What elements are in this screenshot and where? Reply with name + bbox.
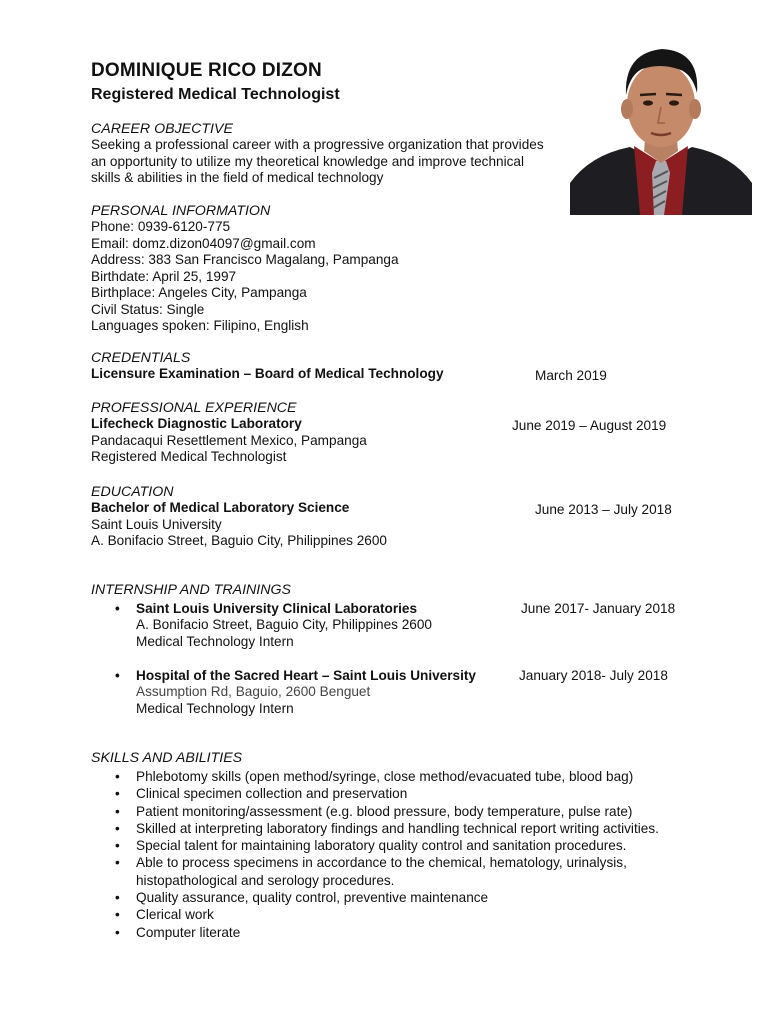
experience-position: Registered Medical Technologist [91, 449, 287, 464]
civil-status: Civil Status: Single [91, 301, 205, 317]
skill-item-continuation: histopathological and serology procedures. [136, 872, 395, 888]
career-objective-line: an opportunity to utilize my theoretical knowledge and improve technical [91, 153, 524, 169]
skill-item [91, 854, 731, 889]
experience-heading: PROFESSIONAL EXPERIENCE [91, 400, 297, 416]
internship-address: Assumption Rd, Baguio, 2600 Benguet [136, 684, 371, 700]
career-objective-line: skills & abilities in the field of medical technology [91, 170, 384, 185]
career-objective-section [91, 121, 544, 187]
internship-date: June 2017- January 2018 [521, 601, 676, 616]
phone: Phone: 0939-6120-775 [91, 219, 231, 234]
address: Address: 383 San Francisco Magalang, Pampanga [91, 252, 399, 267]
internship-name: • Saint Louis University Clinical Laboratories [91, 600, 691, 617]
internship-role: Medical Technology Intern [136, 700, 294, 716]
skill-item-text: Able to process specimens in accordance to the chemical, hematology, urinalysis, [136, 855, 627, 871]
birthplace: Birthplace: Angeles City, Pampanga [91, 285, 307, 300]
internship-role: Medical Technology Intern [136, 633, 294, 649]
profile-photo-icon [570, 33, 752, 215]
education-school: Saint Louis University [91, 516, 222, 532]
email: Email: domz.dizon04097@gmail.com [91, 235, 316, 251]
skill-item: • Patient monitoring/assessment (e.g. blood pressure, body temperature, pulse rate) [91, 803, 731, 820]
personal-info-heading: PERSONAL INFORMATION [91, 203, 271, 219]
credential-date: March 2019 [535, 368, 607, 383]
career-objective-line: Seeking a professional career with a progressive organization that provides [91, 137, 544, 152]
skill-item: • Clinical specimen collection and preservation [91, 785, 731, 802]
experience-location: Pandacaqui Resettlement Mexico, Pampanga [91, 432, 367, 448]
skill-item: • Quality assurance, quality control, preventive maintenance [91, 889, 731, 906]
experience-company: Lifecheck Diagnostic Laboratory [91, 416, 302, 431]
experience-date: June 2019 – August 2019 [512, 418, 667, 433]
internship-address: A. Bonifacio Street, Baguio City, Philippines 2600 [136, 617, 432, 633]
education-date: June 2013 – July 2018 [535, 502, 672, 517]
profile-photo [570, 33, 752, 215]
candidate-name: DOMINIQUE RICO DIZON [91, 60, 322, 81]
internship-section [91, 582, 291, 598]
skills-list [91, 768, 731, 941]
career-objective-heading: CAREER OBJECTIVE [91, 121, 233, 137]
education-heading: EDUCATION [91, 484, 174, 500]
skill-item: • Special talent for maintaining laboratory quality control and sanitation procedures. [91, 837, 731, 854]
education-section [91, 484, 387, 550]
languages: Languages spoken: Filipino, English [91, 318, 309, 333]
skill-item: • Computer literate [91, 924, 731, 941]
skills-heading: SKILLS AND ABILITIES [91, 750, 243, 766]
education-degree: Bachelor of Medical Laboratory Science [91, 500, 350, 515]
internship-date: January 2018- July 2018 [519, 668, 668, 683]
credential-item: Licensure Examination – Board of Medical Technology [91, 366, 444, 381]
credentials-heading: CREDENTIALS [91, 350, 191, 366]
skills-section [91, 750, 242, 766]
internship-heading: INTERNSHIP AND TRAININGS [91, 582, 291, 598]
skill-item: • Skilled at interpreting laboratory findings and handling technical report writing activities. [91, 820, 731, 837]
candidate-title: Registered Medical Technologist [91, 86, 340, 103]
experience-section [91, 400, 367, 466]
credentials-section [91, 350, 444, 383]
education-address: A. Bonifacio Street, Baguio City, Philippines 2600 [91, 533, 387, 548]
personal-info-section [91, 203, 399, 335]
skill-item: • Clerical work [91, 906, 731, 923]
internship-name: • Hospital of the Sacred Heart – Saint Louis University [91, 667, 691, 684]
birthdate: Birthdate: April 25, 1997 [91, 268, 237, 284]
skill-item: • Phlebotomy skills (open method/syringe, close method/evacuated tube, blood bag) [91, 768, 731, 785]
